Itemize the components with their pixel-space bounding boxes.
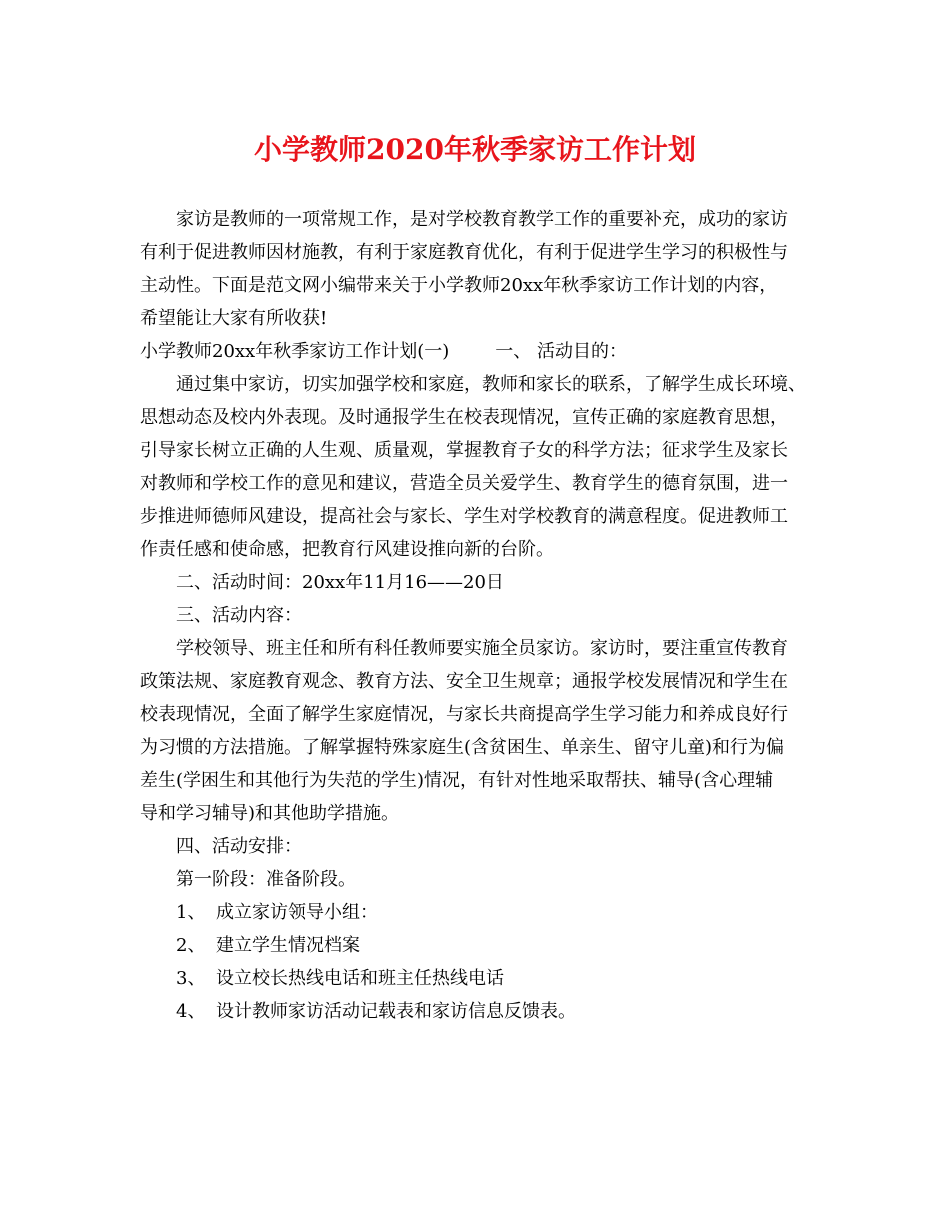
list-item-text: 成立家访领导小组： (216, 902, 378, 923)
list-item (140, 962, 820, 995)
intro-line: 家访是教师的一项常规工作，是对学校教育教学工作的重要补充，成功的家访 (176, 209, 788, 230)
list-item-number: 3、 (176, 968, 206, 989)
content-line: 为习惯的方法措施。了解掌握特殊家庭生(含贫困生、单亲生、留守儿童)和行为偏 (140, 737, 785, 758)
list-item-number: 1、 (176, 902, 206, 923)
purpose-line: 引导家长树立正确的人生观、质量观，掌握教育子女的科学方法；征求学生及家长 (140, 440, 788, 461)
intro-line: 主动性。下面是范文网小编带来关于小学教师20xx年秋季家访工作计划的内容， (140, 275, 778, 296)
document-title: 小学教师2020年秋季家访工作计划 (254, 133, 696, 166)
purpose-line: 通过集中家访，切实加强学校和家庭，教师和家长的联系，了解学生成长环境、 (176, 374, 806, 395)
list-item (140, 995, 820, 1028)
list-item (140, 896, 820, 929)
document-body (140, 203, 820, 1028)
section-heading-content: 三、活动内容： (176, 605, 302, 626)
content-line: 学校领导、班主任和所有科任教师要实施全员家访。家访时，要注重宣传教育 (176, 638, 788, 659)
content-line: 导和学习辅导)和其他助学措施。 (140, 803, 400, 824)
section-heading-arrangement: 四、活动安排： (176, 836, 302, 857)
content-line: 校表现情况，全面了解学生家庭情况，与家长共商提高学生学习能力和养成良好行 (140, 704, 788, 725)
list-item-text: 设计教师家访活动记载表和家访信息反馈表。 (216, 1001, 576, 1022)
list-item-text: 设立校长热线电话和班主任热线电话 (216, 968, 504, 989)
list-item-number: 4、 (176, 1001, 206, 1022)
purpose-line: 对教师和学校工作的意见和建议，营造全员关爱学生、教育学生的德育氛围，进一 (140, 473, 788, 494)
list-item (140, 929, 820, 962)
purpose-line: 思想动态及校内外表现。及时通报学生在校表现情况，宣传正确的家庭教育思想， (140, 407, 788, 428)
purpose-line: 作责任感和使命感，把教育行风建设推向新的台阶。 (140, 539, 554, 560)
stage1-heading: 第一阶段：准备阶段。 (176, 869, 356, 890)
section-heading-purpose: 一、 活动目的： (495, 341, 627, 362)
content-line: 差生(学困生和其他行为失范的学生)情况，有针对性地采取帮扶、辅导(含心理辅 (140, 770, 774, 791)
purpose-line: 步推进师德师风建设，提高社会与家长、学生对学校教育的满意程度。促进教师工 (140, 506, 788, 527)
plan-heading-line (140, 335, 820, 368)
intro-line: 有利于促进教师因材施教，有利于家庭教育优化，有利于促进学生学习的积极性与 (140, 242, 788, 263)
plan-heading: 小学教师20xx年秋季家访工作计划(一) (140, 341, 450, 362)
intro-line: 希望能让大家有所收获! (140, 308, 328, 329)
list-item-text: 建立学生情况档案 (216, 935, 360, 956)
content-line: 政策法规、家庭教育观念、教育方法、安全卫生规章；通报学校发展情况和学生在 (140, 671, 788, 692)
list-item-number: 2、 (176, 935, 206, 956)
section-time: 二、活动时间：20xx年11月16——20日 (176, 572, 504, 593)
